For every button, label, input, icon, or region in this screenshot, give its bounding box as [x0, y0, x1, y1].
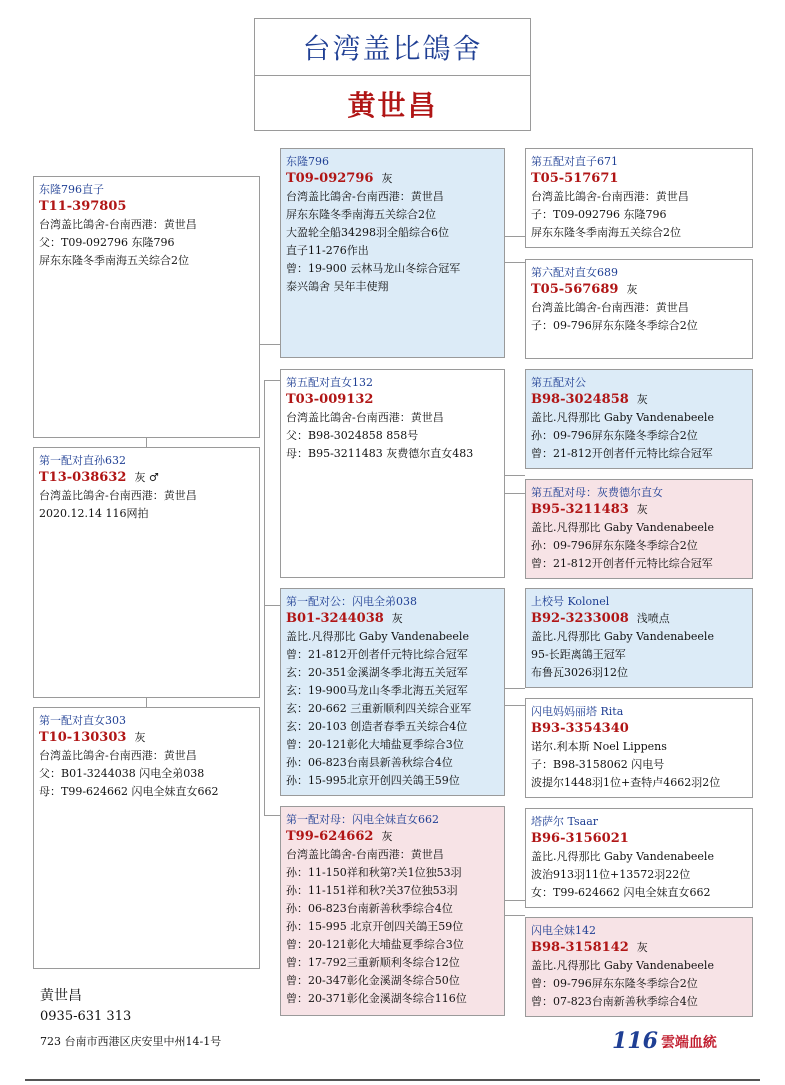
loft-name: 台湾盖比鴿舍	[255, 19, 530, 76]
card-label: 闪电全妹142	[531, 924, 596, 937]
info-line: 曾：21-812开创者仟元特比综合冠军	[286, 648, 468, 661]
info-line: 屏东东隆冬季南海五关综合2位	[286, 208, 436, 221]
info-line: 台湾盖比鴿舍-台南西港：黄世昌	[286, 411, 444, 424]
ring-number	[286, 170, 499, 188]
ring-number	[531, 281, 747, 299]
card-label: 第五配对公	[531, 376, 586, 389]
info-line: 泰兴鴿舍 吴年丰使翔	[286, 280, 389, 293]
info-line: 直子11-276作出	[286, 244, 369, 257]
info-line: 盖比.凡得那比 Gaby Vandenabeele	[286, 630, 469, 643]
ring-text: B95-3211483	[531, 502, 629, 517]
info-line: 2020.12.14 116网拍	[39, 507, 149, 520]
info-line: 曾：20-121彰化大埔盐夏季综合3位	[286, 938, 464, 951]
card-label: 闪电妈妈丽塔 Rita	[531, 705, 624, 718]
info-line: 孙：15-995 北京开创四关鴿王59位	[286, 920, 464, 933]
info-line: 曾：19-900 云林马龙山冬综合冠军	[286, 262, 461, 275]
bottom-rule	[25, 1079, 760, 1081]
ring-text: T09-092796	[286, 171, 374, 186]
ring-text: T99-624662	[286, 829, 374, 844]
color-text: 灰	[381, 830, 393, 843]
info-line: 波治913羽11位+13572羽22位	[531, 868, 691, 881]
card-label: 第五配对直子671	[531, 155, 618, 168]
ancestor-card[interactable]	[525, 369, 753, 469]
card-label: 上校号 Kolonel	[531, 595, 610, 608]
card-label: 塔萨尔 Tsaar	[531, 815, 599, 828]
info-line: 盖比.凡得那比 Gaby Vandenabeele	[531, 959, 714, 972]
ring-number	[531, 610, 747, 628]
info-line: 台湾盖比鴿舍-台南西港：黄世昌	[286, 848, 444, 861]
info-line: 玄：19-900马龙山冬季北海五关冠军	[286, 684, 468, 697]
info-line: 95-长距离鴿王冠军	[531, 648, 626, 661]
ring-text: T10-130303	[39, 730, 127, 745]
info-line: 父：B98-3024858 858号	[286, 429, 419, 442]
info-line: 盖比.凡得那比 Gaby Vandenabeele	[531, 850, 714, 863]
info-line: 曾：20-121彰化大埔盐夏季综合3位	[286, 738, 464, 751]
info-line: 盖比.凡得那比 Gaby Vandenabeele	[531, 411, 714, 424]
info-line: 曾：20-347彰化金溪湖冬综合50位	[286, 974, 460, 987]
info-line: 曾：21-812开创者仟元特比综合冠军	[531, 447, 713, 460]
info-line: 布鲁瓦3026羽12位	[531, 666, 628, 679]
info-line: 盖比.凡得那比 Gaby Vandenabeele	[531, 521, 714, 534]
color-text: 灰	[636, 393, 648, 406]
ancestor-card[interactable]	[525, 479, 753, 579]
connector-line	[505, 915, 525, 916]
info-line: 女：T99-624662 闪电全妹直女662	[531, 886, 711, 899]
info-line: 孙：09-796屏东东隆冬季综合2位	[531, 429, 698, 442]
ring-number: T03-009132	[286, 392, 374, 407]
connector-line	[505, 900, 525, 901]
footer-phone: 0935-631 313	[40, 1009, 132, 1024]
sibling-card[interactable]	[33, 447, 260, 698]
ring-number: B96-3156021	[531, 831, 629, 846]
card-label: 第一配对母：闪电全妹直女662	[286, 813, 439, 826]
sibling-card[interactable]	[33, 707, 260, 969]
info-line: 台湾盖比鴿舍-台南西港：黄世昌	[39, 218, 197, 231]
sire-card[interactable]	[280, 148, 505, 358]
info-line: 诺尔.利本斯 Noel Lippens	[531, 740, 667, 753]
color-text: 灰	[134, 731, 146, 744]
info-line: 曾：17-792三重新顺利冬综合12位	[286, 956, 460, 969]
info-line: 子：09-796屏东东隆冬季综合2位	[531, 319, 698, 332]
connector-line	[505, 493, 525, 494]
ring-number	[286, 610, 499, 628]
connector-line	[264, 815, 280, 816]
dam-card[interactable]	[280, 369, 505, 578]
info-line: 孙：06-823台南新善秋季综合4位	[286, 902, 453, 915]
card-label: 第六配对直女689	[531, 266, 618, 279]
ring-number	[531, 391, 747, 409]
connector-line	[264, 380, 265, 815]
ring-number: B93-3354340	[531, 721, 629, 736]
ring-number	[286, 828, 499, 846]
color-text: 灰	[391, 612, 403, 625]
ring-text: T13-038632	[39, 470, 127, 485]
card-label: 第一配对公：闪电全弟038	[286, 595, 417, 608]
card-label: 东隆796直子	[39, 183, 104, 196]
ring-number: T05-517671	[531, 171, 619, 186]
ancestor-card[interactable]	[525, 698, 753, 798]
info-line: 孙：11-151祥和秋?关37位独53羽	[286, 884, 458, 897]
info-line: 母：T99-624662 闪电全妹直女662	[39, 785, 219, 798]
info-line: 孙：11-150祥和秋第?关1位独53羽	[286, 866, 462, 879]
pairing-dam-card[interactable]	[280, 806, 505, 1016]
ring-text: B92-3233008	[531, 611, 629, 626]
ancestor-card[interactable]	[525, 259, 753, 359]
pairing-sire-card[interactable]	[280, 588, 505, 796]
ring-number	[39, 729, 254, 747]
connector-line	[264, 380, 280, 381]
ancestor-card[interactable]	[525, 588, 753, 688]
ancestor-card[interactable]	[525, 917, 753, 1017]
info-line: 曾：20-371彰化金溪湖冬综合116位	[286, 992, 467, 1005]
card-label: 第一配对直孙632	[39, 454, 126, 467]
ring-text: B01-3244038	[286, 611, 384, 626]
connector-line	[505, 236, 525, 237]
card-label: 东隆796	[286, 155, 329, 168]
connector-line	[259, 344, 280, 345]
brand-logo	[612, 1030, 717, 1052]
info-line: 玄：20-662 三重新顺利四关综合亚军	[286, 702, 472, 715]
info-line: 曾：07-823台南新善秋季综合4位	[531, 995, 698, 1008]
connector-line	[505, 688, 525, 689]
info-line: 曾：09-796屏东东隆冬季综合2位	[531, 977, 698, 990]
owner-name: 黄世昌	[347, 89, 438, 122]
color-text: 灰	[381, 172, 393, 185]
info-line: 子：T09-092796 东隆796	[531, 208, 667, 221]
color-text: 灰 ♂	[134, 471, 159, 484]
info-line: 玄：20-103 创造者春季五关综合4位	[286, 720, 468, 733]
footer-address: 723 台南市西港区庆安里中州14-1号	[40, 1035, 222, 1048]
title-box	[254, 18, 531, 131]
logo-text: 雲端血統	[660, 1035, 717, 1051]
color-text: 灰	[626, 283, 638, 296]
info-line: 孙：09-796屏东东隆冬季综合2位	[531, 539, 698, 552]
info-line: 曾：21-812开创者仟元特比综合冠军	[531, 557, 713, 570]
connector-line	[505, 262, 525, 263]
connector-line	[505, 705, 525, 706]
info-line: 台湾盖比鴿舍-台南西港：黄世昌	[39, 489, 197, 502]
footer-name: 黄世昌	[40, 988, 82, 1004]
ancestor-card[interactable]	[525, 808, 753, 908]
ancestor-card[interactable]	[525, 148, 753, 248]
info-line: 波提尔1448羽1位+查特卢4662羽2位	[531, 776, 721, 789]
info-line: 台湾盖比鴿舍-台南西港：黄世昌	[531, 190, 689, 203]
info-line: 子：B98-3158062 闪电号	[531, 758, 665, 771]
info-line: 孙：06-823台南县新善秋综合4位	[286, 756, 453, 769]
connector-line	[146, 437, 147, 447]
info-line: 屏东东隆冬季南海五关综合2位	[531, 226, 681, 239]
info-line: 台湾盖比鴿舍-台南西港：黄世昌	[286, 190, 444, 203]
info-line: 台湾盖比鴿舍-台南西港：黄世昌	[39, 749, 197, 762]
ring-number	[531, 939, 747, 957]
info-line: 父：B01-3244038 闪电全弟038	[39, 767, 205, 780]
connector-line	[264, 605, 280, 606]
ring-text: B98-3024858	[531, 392, 629, 407]
ring-text: T05-567689	[531, 282, 619, 297]
info-line: 盖比.凡得那比 Gaby Vandenabeele	[531, 630, 714, 643]
card-label: 第一配对直女303	[39, 714, 126, 727]
info-line: 台湾盖比鴿舍-台南西港：黄世昌	[531, 301, 689, 314]
ring-number: T11-397805	[39, 199, 127, 214]
ring-text: B98-3158142	[531, 940, 629, 955]
card-label: 第五配对直女132	[286, 376, 373, 389]
card-label: 第五配对母：灰费德尔直女	[531, 486, 663, 499]
subject-card[interactable]	[33, 176, 260, 438]
ring-number	[531, 501, 747, 519]
logo-number: 116	[612, 1028, 658, 1054]
info-line: 孙：15-995北京开创四关鴿王59位	[286, 774, 460, 787]
info-line: 屏东东隆冬季南海五关综合2位	[39, 254, 189, 267]
ring-number	[39, 469, 254, 487]
info-line: 父：T09-092796 东隆796	[39, 236, 175, 249]
info-line: 母：B95-3211483 灰费德尔直女483	[286, 447, 474, 460]
connector-line	[505, 475, 525, 476]
color-text: 灰	[636, 503, 648, 516]
color-text: 浅喷点	[636, 612, 670, 625]
color-text: 灰	[636, 941, 648, 954]
info-line: 大盈轮全船34298羽全船综合6位	[286, 226, 449, 239]
connector-line	[146, 697, 147, 707]
info-line: 玄：20-351金溪湖冬季北海五关冠军	[286, 666, 468, 679]
